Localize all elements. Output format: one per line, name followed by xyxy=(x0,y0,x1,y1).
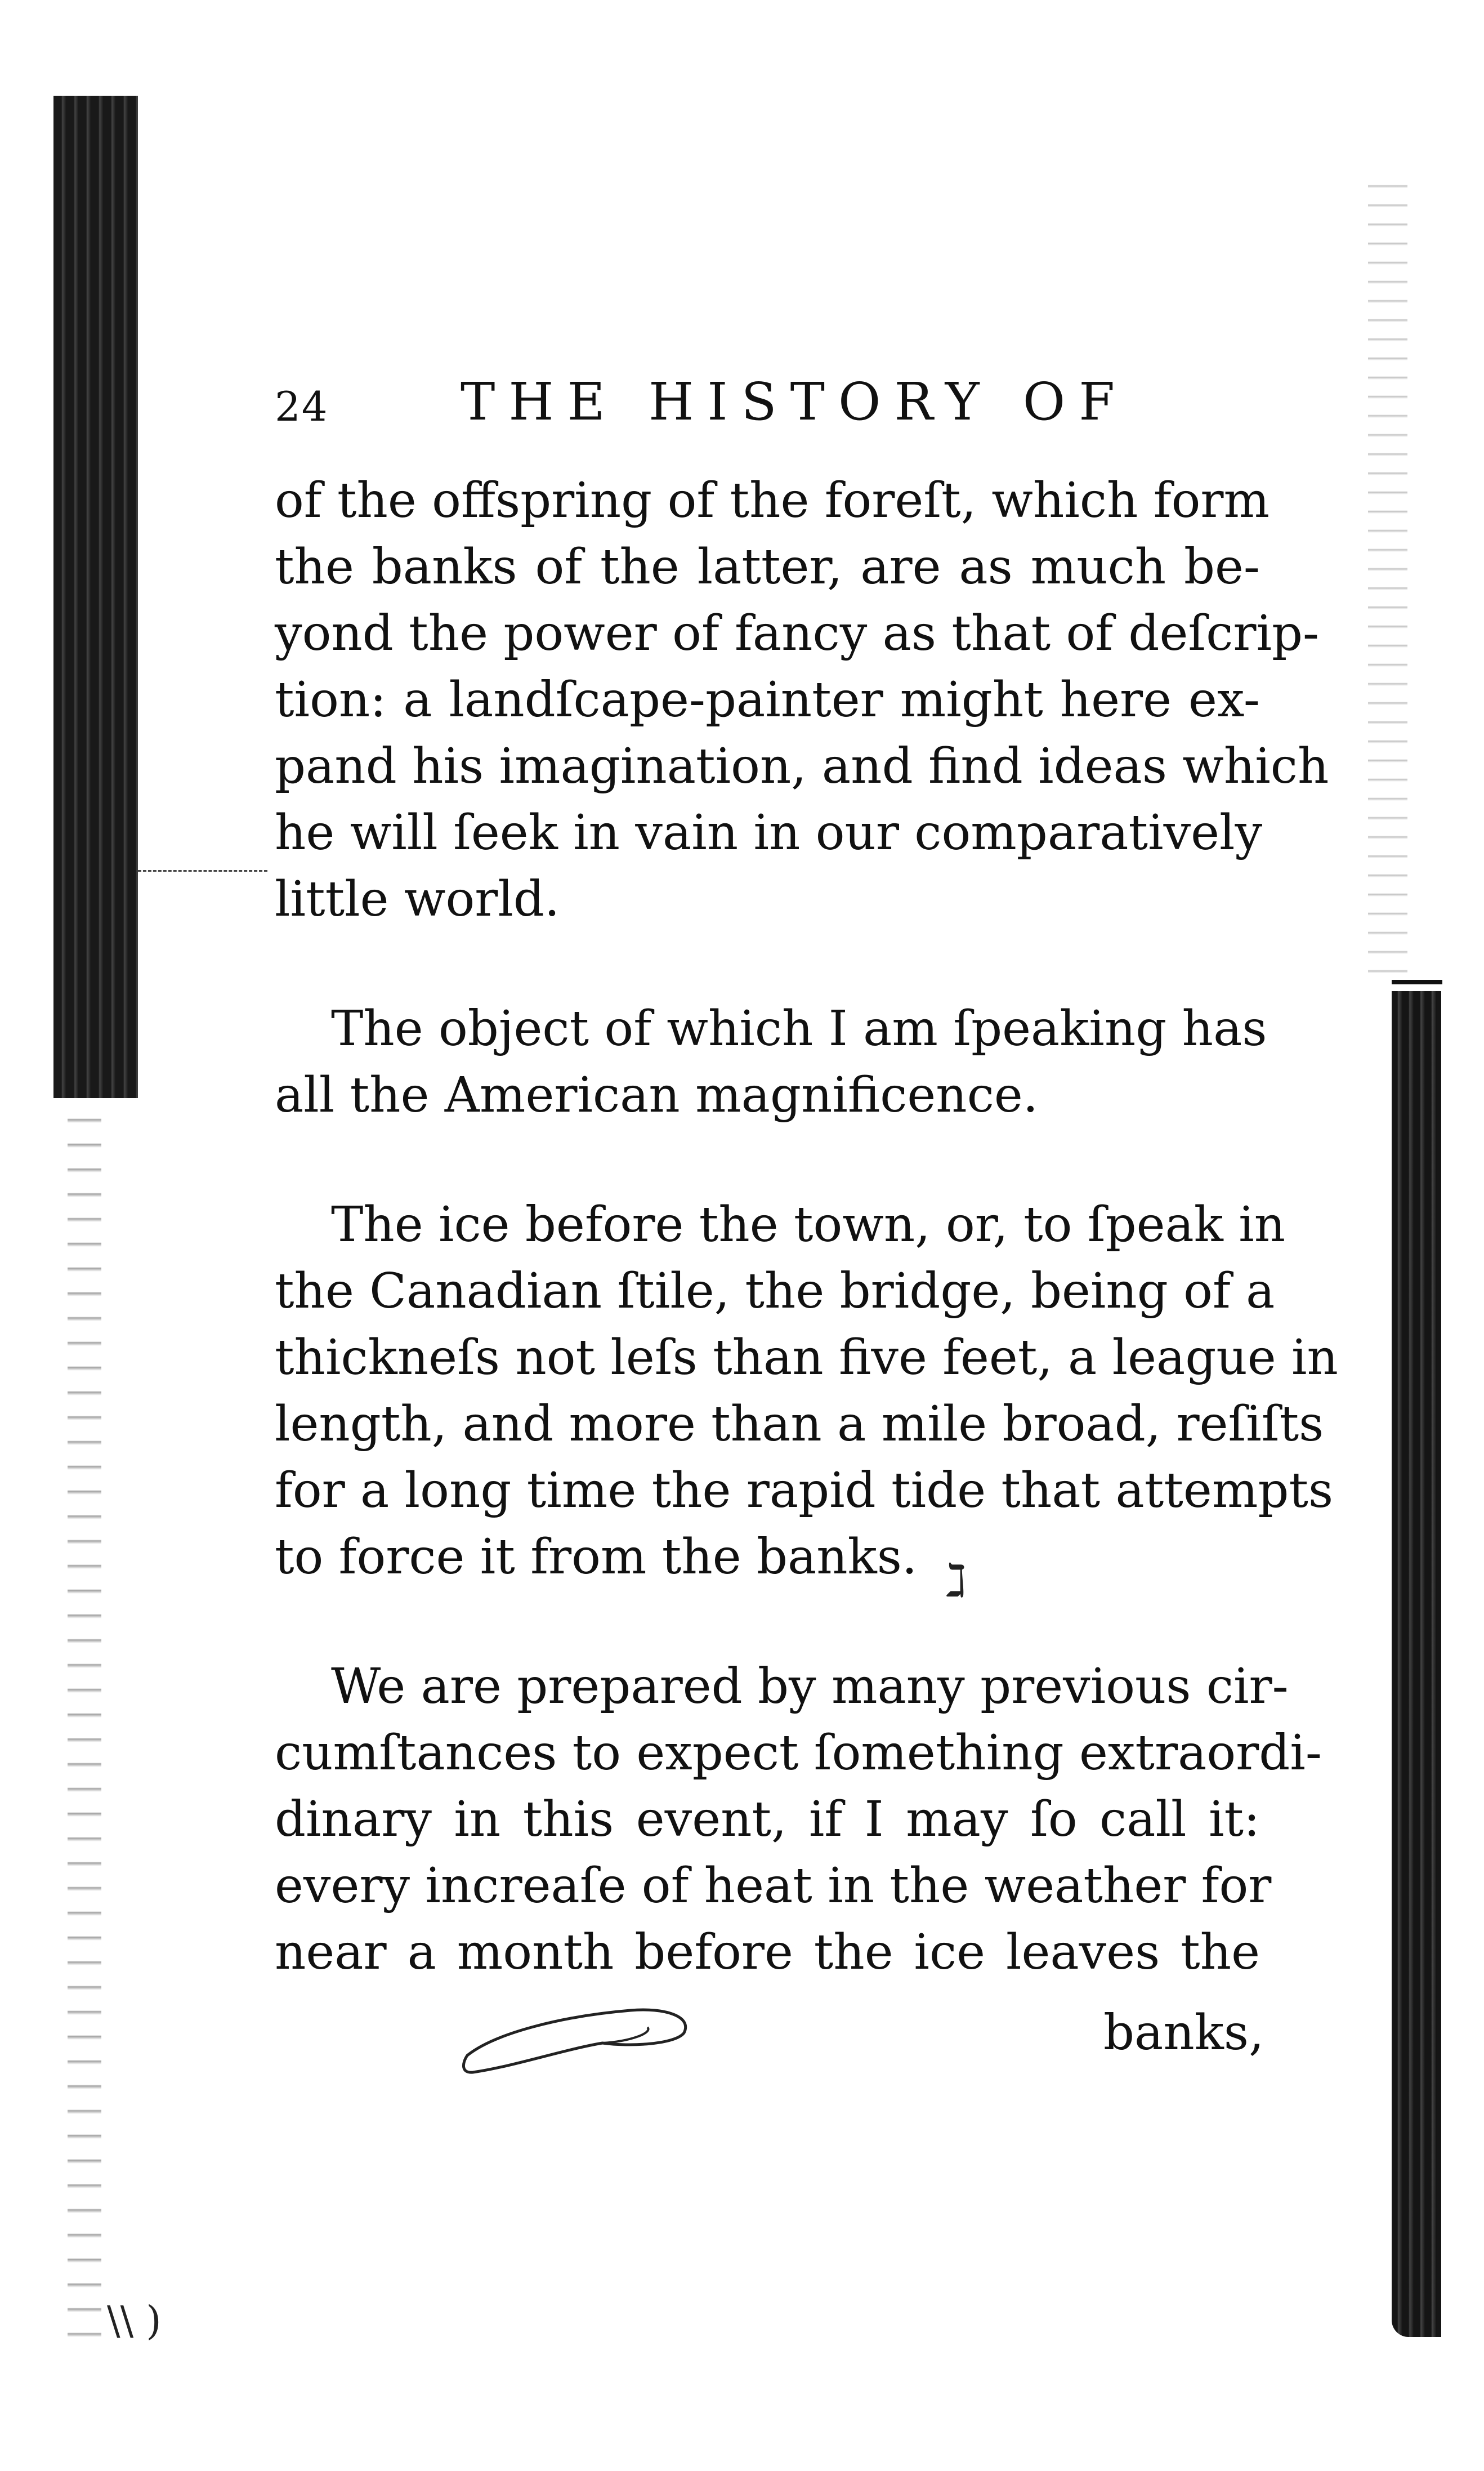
scan-binding-edge-right xyxy=(1392,991,1441,2337)
paragraph-3 xyxy=(275,1192,1338,1590)
page-header xyxy=(275,372,1254,434)
scan-edge-right-rule xyxy=(1392,980,1442,984)
catchword: banks, xyxy=(1103,2005,1264,2061)
text-line: yond the power of fancy as that of deſcrip- xyxy=(275,605,1320,662)
margin-tail-mark: \\ ) xyxy=(107,2298,162,2344)
ink-flourish-icon xyxy=(462,1993,698,2084)
running-title: THE HISTORY OF xyxy=(461,372,1129,432)
text-line: little world. xyxy=(275,871,560,927)
text-line: length, and more than a mile broad, reſiſts xyxy=(275,1396,1324,1452)
margin-tick-mark: ℷ xyxy=(946,1554,967,1607)
paragraph-4 xyxy=(275,1653,1322,1986)
text-line: every increaſe of heat in the weather for xyxy=(275,1858,1272,1914)
text-line: cumſtances to expect ſomething extraordi- xyxy=(275,1725,1322,1781)
text-line: The object of which I am ſpeaking has xyxy=(331,1001,1267,1057)
text-line: the Canadian ſtile, the bridge, being of a xyxy=(275,1263,1275,1319)
text-line: near a month before the ice leaves the xyxy=(275,1924,1260,1981)
text-line: thickneſs not leſs than five feet, a league in xyxy=(275,1330,1338,1386)
text-line: to force it from the banks. xyxy=(275,1529,918,1585)
text-line: the banks of the latter, are as much be- xyxy=(275,539,1260,595)
scan-speckle-right xyxy=(1368,169,1407,980)
text-line: We are prepared by many previous cir- xyxy=(331,1658,1289,1715)
text-line: all the American magnificence. xyxy=(275,1067,1039,1123)
text-line: tion: a landſcape-painter might here ex- xyxy=(275,672,1260,728)
text-line: The ice before the town, or, to ſpeak in xyxy=(331,1197,1286,1253)
scan-binding-edge-left xyxy=(53,96,138,1098)
text-line: of the offspring of the foreſt, which form xyxy=(275,472,1270,529)
paragraph-1 xyxy=(275,467,1329,933)
body-text xyxy=(275,467,1338,1986)
page-number: 24 xyxy=(275,383,329,430)
text-line: he will ſeek in vain in our comparatively xyxy=(275,805,1263,861)
text-line: pand his imagination, and find ideas which xyxy=(275,738,1329,795)
paragraph-2 xyxy=(275,996,1267,1129)
scan-dashed-rule xyxy=(138,870,267,872)
text-line: for a long time the rapid tide that attempts xyxy=(275,1462,1334,1519)
text-line: dinary in this event, if I may ſo call it: xyxy=(275,1791,1260,1848)
scan-speckle-left xyxy=(68,1098,101,2337)
